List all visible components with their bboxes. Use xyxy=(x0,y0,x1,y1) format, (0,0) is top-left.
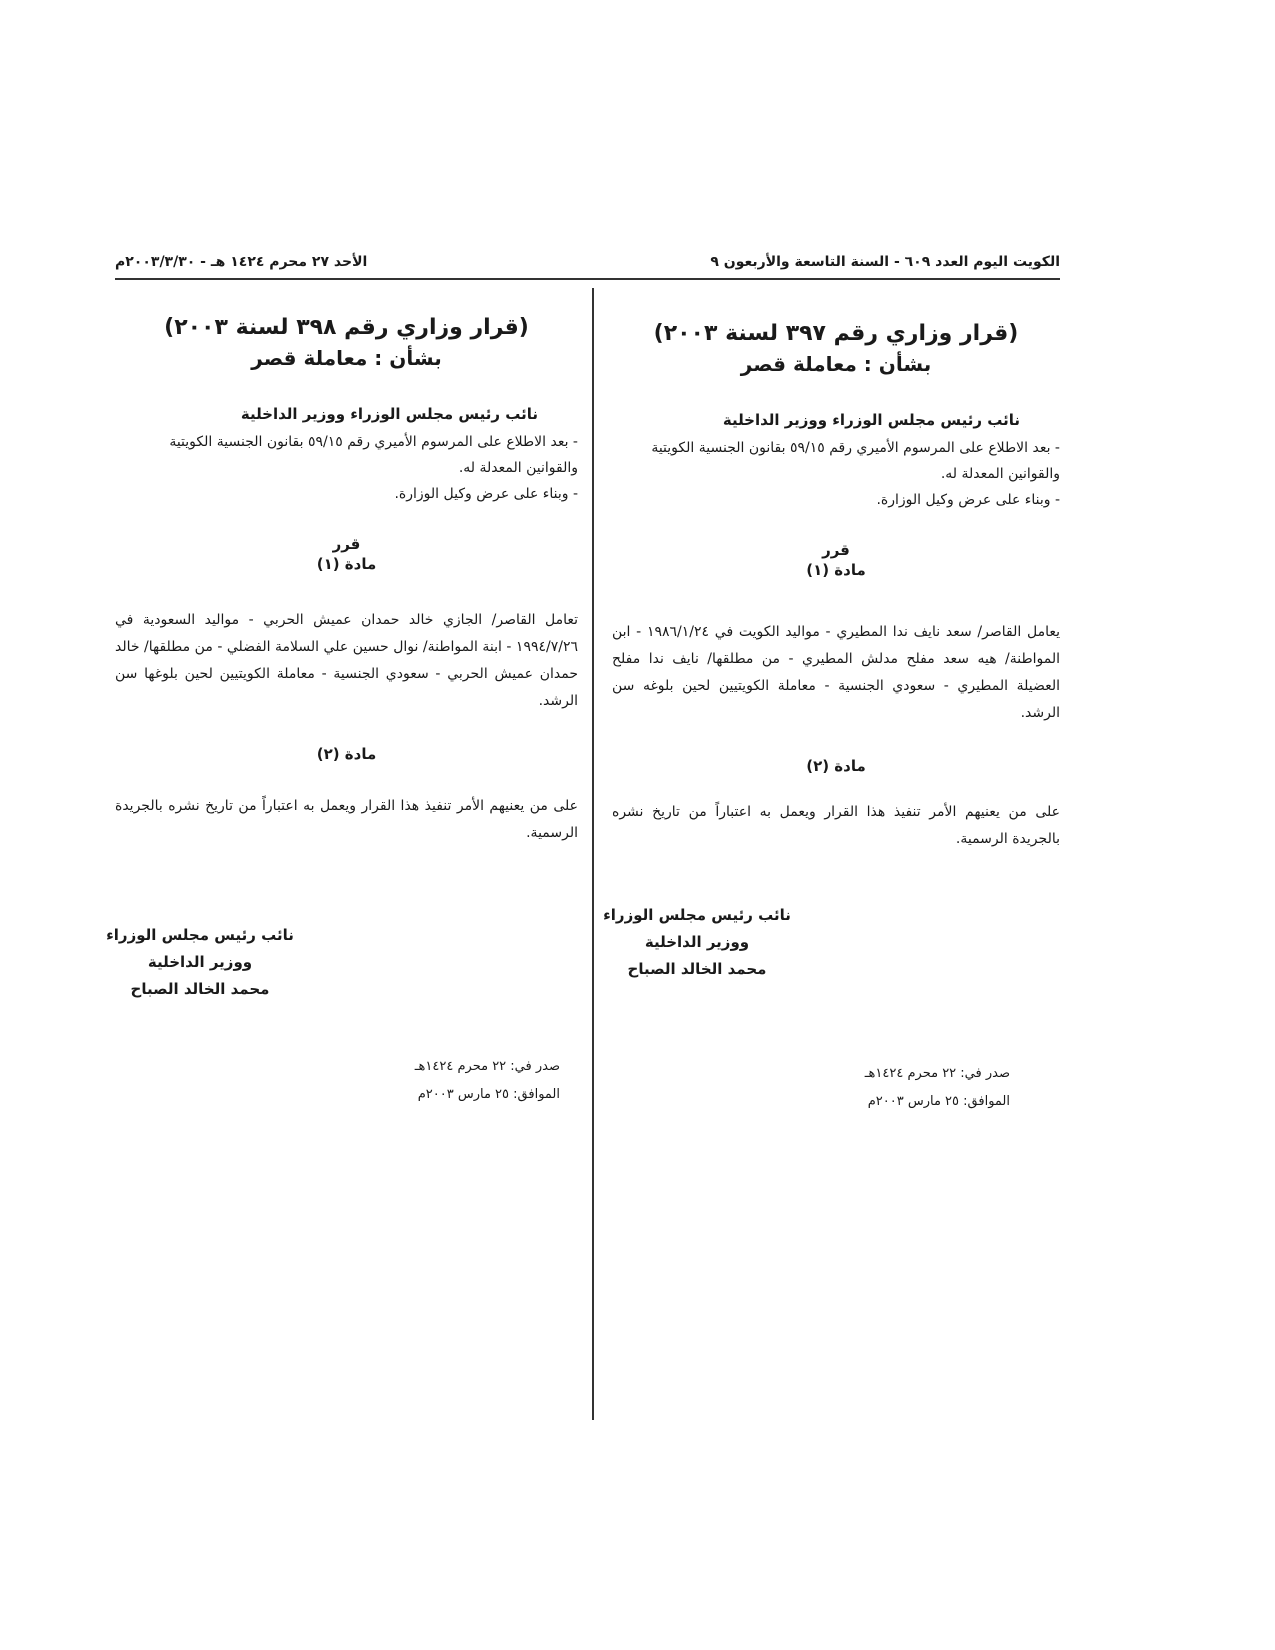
decision-398-decided: قرر xyxy=(332,534,361,553)
decision-398-signature xyxy=(95,922,305,1003)
decision-398-article-2-heading: مادة (٢) xyxy=(316,744,377,763)
decision-398-issue-date xyxy=(385,1053,560,1109)
decision-397-title: (قرار وزاري رقم ٣٩٧ لسنة ٢٠٠٣) xyxy=(653,321,1019,346)
decision-398-issuer: نائب رئيس مجلس الوزراء ووزير الداخلية xyxy=(240,404,538,423)
column-divider xyxy=(592,288,594,1420)
decision-397-article-2-text: على من يعنيهم الأمر تنفيذ هذا القرار ويعمل به اعتباراً من تاريخ نشره بالجريدة الرسمية. xyxy=(612,803,1060,847)
decision-398-subtitle: بشأن : معاملة قصر xyxy=(251,345,442,370)
decision-397-preamble-1: - بعد الاطلاع على المرسوم الأميري رقم ٥٩/١٥ بقانون الجنسية الكويتية والقوانين المعدلة له. xyxy=(651,439,1060,482)
decision-397-decided: قرر xyxy=(822,540,850,559)
decision-397-signature-title: نائب رئيس مجلس الوزراء xyxy=(603,906,791,924)
decision-397-signature-name: محمد الخالد الصباح xyxy=(627,960,767,978)
decision-398-issued-hijri: صدر في: ٢٢ محرم ١٤٢٤هـ xyxy=(414,1059,560,1074)
decision-398-title: (قرار وزاري رقم ٣٩٨ لسنة ٢٠٠٣) xyxy=(164,315,529,340)
decision-397-column xyxy=(612,318,1060,853)
decision-397-article-1-text: يعامل القاصر/ سعد نايف ندا المطيري - مواليد الكويت في ١٩٨٦/١/٢٤ - ابن المواطنة/ هيه سعد مفلح مدلش المطيري - من مطلقها/ نايف ندا مفلح العضيلة المطيري - سعودي الجنسية - معاملة الكويتيين لحين بلوغه سن الرشد. xyxy=(612,623,1060,721)
decision-397-issued-gregorian: الموافق: ٢٥ مارس ٢٠٠٣م xyxy=(867,1094,1010,1109)
decision-398-article-1-text: تعامل القاصر/ الجازي خالد حمدان عميش الحربي - مواليد السعودية في ١٩٩٤/٧/٢٦ - ابنة المواطنة/ نوال حسين علي السلامة الفضلي - من مطلقها/ خالد حمدان عميش الحربي - سعودي الجنسية - معاملة الكويتيين لحين بلوغها سن الرشد. xyxy=(115,611,578,709)
decision-397-issued-hijri: صدر في: ٢٢ محرم ١٤٢٤هـ xyxy=(864,1066,1010,1081)
header-date: الأحد ٢٧ محرم ١٤٢٤ هـ - ٢٠٠٣/٣/٣٠م xyxy=(115,254,368,270)
decision-398-issued-gregorian: الموافق: ٢٥ مارس ٢٠٠٣م xyxy=(417,1087,560,1102)
decision-398-preamble-1: - بعد الاطلاع على المرسوم الأميري رقم ٥٩/١٥ بقانون الجنسية الكويتية والقوانين المعدلة له. xyxy=(169,433,578,476)
decision-397-issue-date xyxy=(840,1060,1010,1116)
decision-397-signature-role: ووزير الداخلية xyxy=(644,933,750,951)
decision-398-signature-name: محمد الخالد الصباح xyxy=(130,980,270,998)
decision-398-article-2-text: على من يعنيهم الأمر تنفيذ هذا القرار ويعمل به اعتباراً من تاريخ نشره بالجريدة الرسمية. xyxy=(115,797,578,841)
decision-397-signature xyxy=(592,902,802,983)
decision-397-issuer: نائب رئيس مجلس الوزراء ووزير الداخلية xyxy=(722,410,1020,429)
decision-398-signature-title: نائب رئيس مجلس الوزراء xyxy=(106,926,294,944)
decision-397-article-2-heading: مادة (٢) xyxy=(806,756,866,775)
header-issue-info: الكويت اليوم العدد ٦٠٩ - السنة التاسعة والأربعون ٩ xyxy=(710,254,1060,270)
decision-397-subtitle: بشأن : معاملة قصر xyxy=(740,351,932,376)
decision-398-signature-role: ووزير الداخلية xyxy=(147,953,253,971)
decision-398-column xyxy=(115,312,578,847)
running-header xyxy=(115,250,1060,280)
decision-397-article-1-heading: مادة (١) xyxy=(806,560,866,579)
decision-398-article-1-heading: مادة (١) xyxy=(316,554,377,573)
decision-398-preamble-2: - وبناء على عرض وكيل الوزارة. xyxy=(394,485,578,502)
decision-397-preamble-2: - وبناء على عرض وكيل الوزارة. xyxy=(876,491,1060,508)
